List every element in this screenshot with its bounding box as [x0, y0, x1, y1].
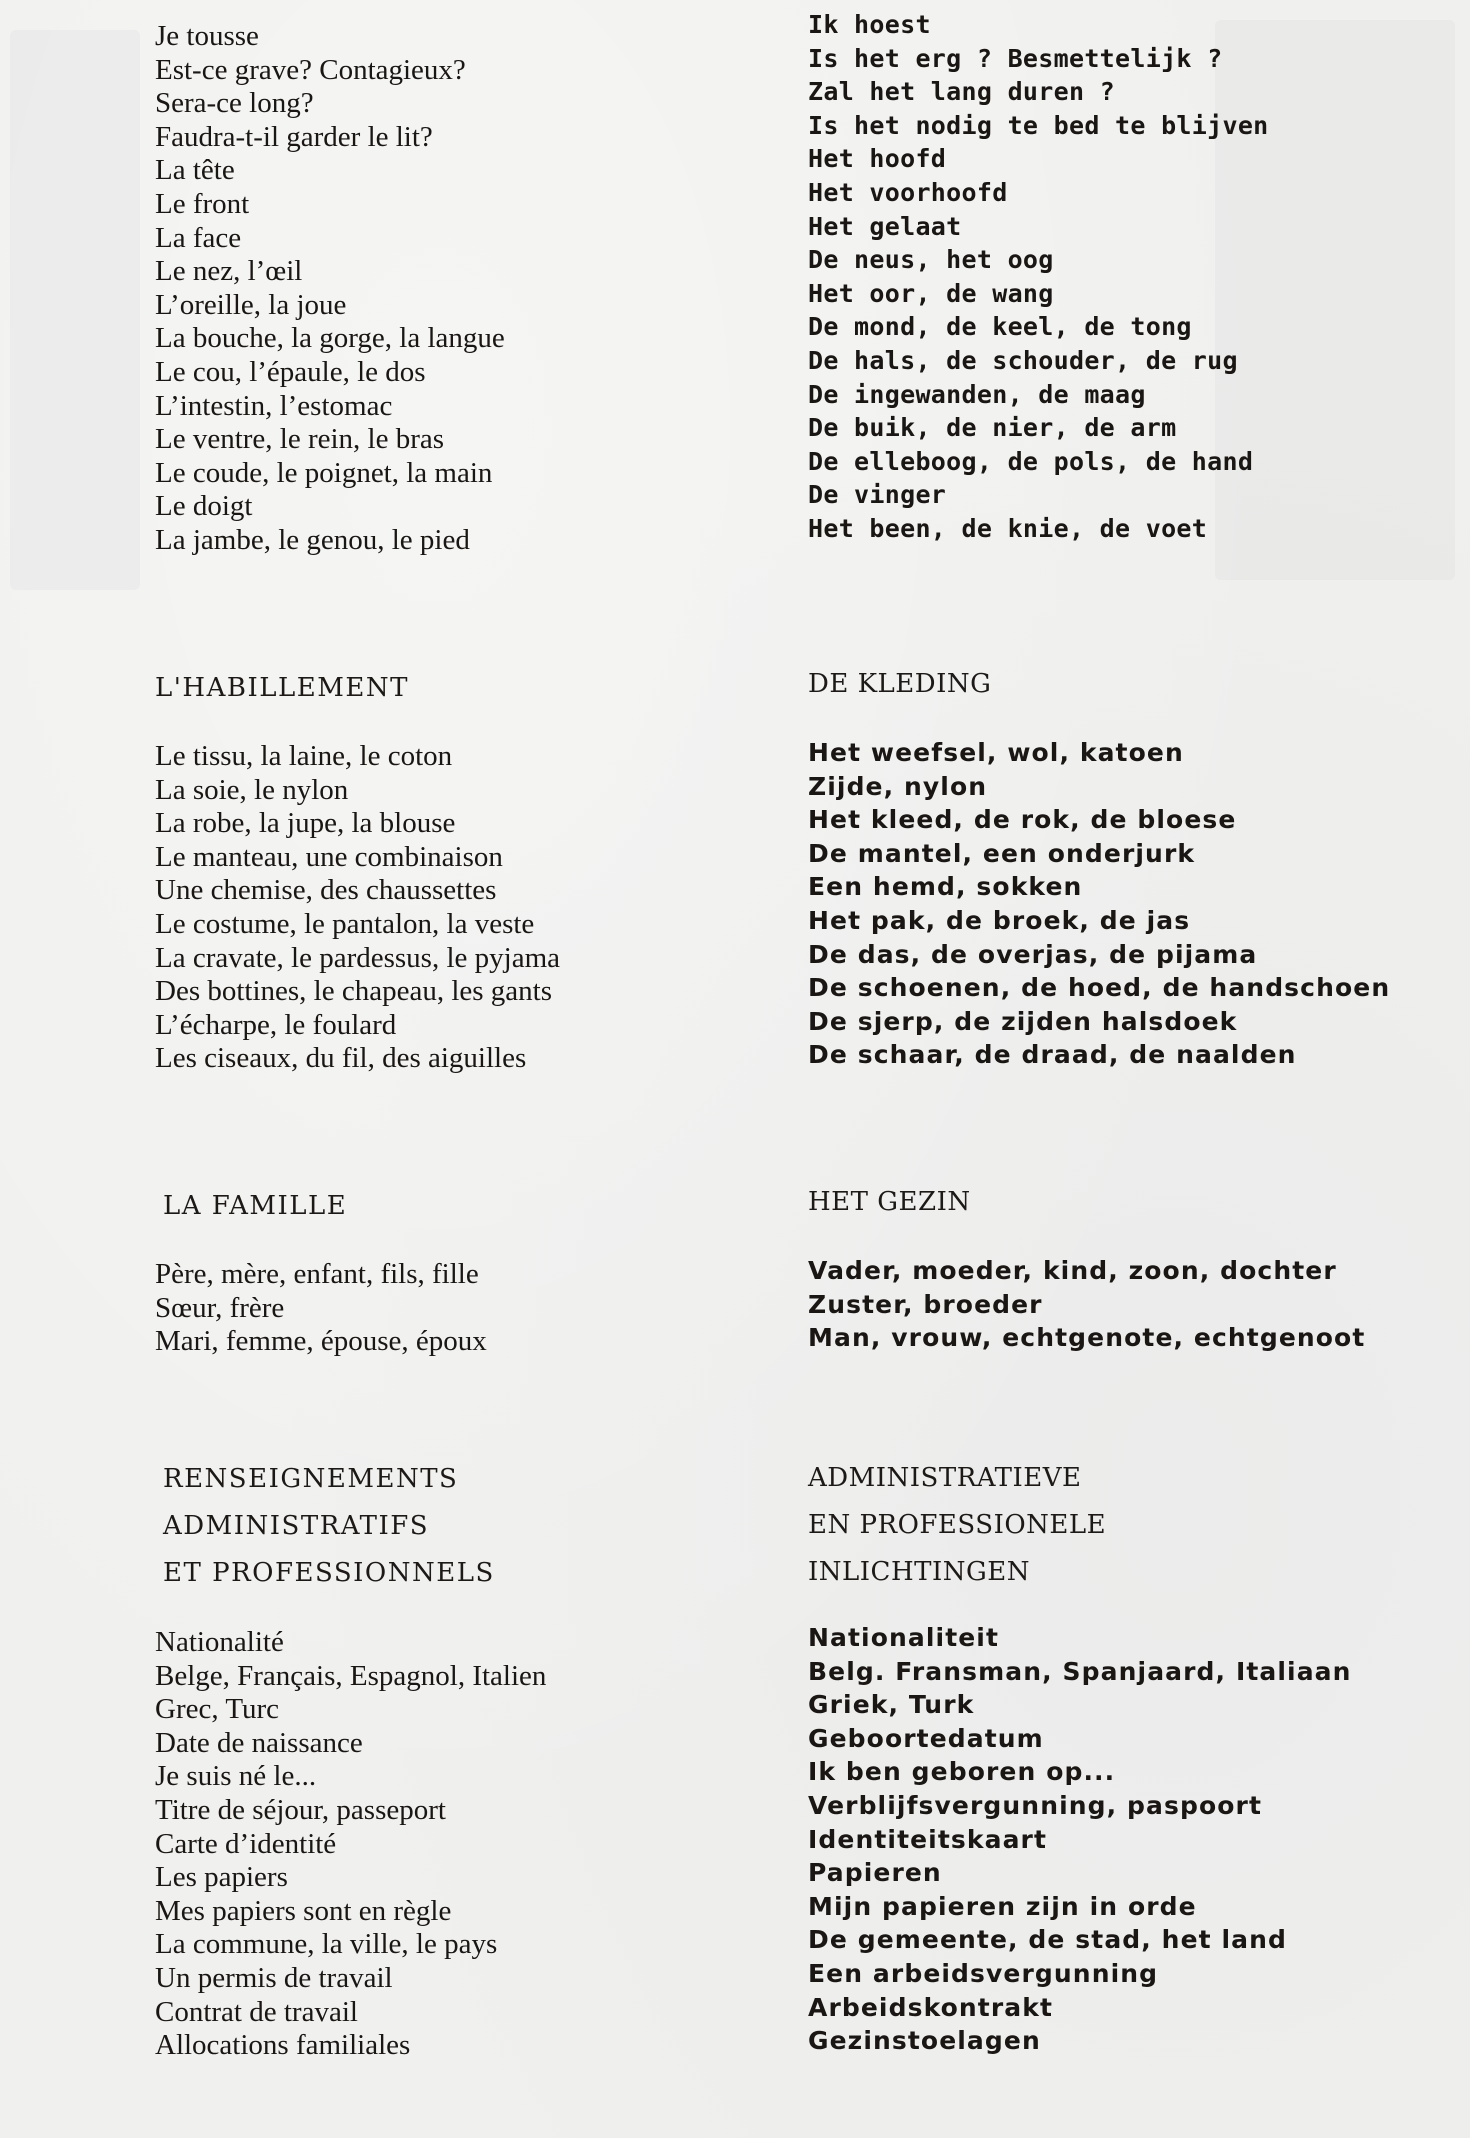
- nl-section-heading-line: DE KLEDING: [808, 669, 992, 699]
- nl-phrase-line: De ingewanden, de maag: [808, 379, 1146, 409]
- fr-phrase-line: Faudra-t-il garder le lit?: [155, 120, 433, 153]
- nl-phrase-line: Het oor, de wang: [808, 278, 1054, 308]
- fr-section-admin-heading: [163, 1456, 783, 1597]
- fr-section-clothing-lines: [155, 740, 775, 1076]
- fr-phrase-line: Le doigt: [155, 490, 253, 523]
- fr-phrase-line: Le coude, le poignet, la main: [155, 456, 493, 489]
- nl-phrase-line: Het pak, de broek, de jas: [808, 905, 1191, 935]
- fr-phrase-line: Le cou, l’épaule, le dos: [155, 355, 426, 388]
- fr-phrase-line: Le ventre, le rein, le bras: [155, 423, 445, 456]
- fr-phrase-line: La robe, la jupe, la blouse: [155, 807, 456, 840]
- nl-phrase-line: De gemeente, de stad, het land: [808, 1925, 1288, 1955]
- nl-section-family-lines: [808, 1254, 1458, 1355]
- nl-section-heading-line: HET GEZIN: [808, 1187, 971, 1217]
- fr-phrase-line: Titre de séjour, passeport: [155, 1793, 446, 1826]
- fr-section-family-heading: [163, 1183, 783, 1230]
- nl-phrase-line: De hals, de schouder, de rug: [808, 345, 1238, 375]
- nl-phrase-line: Zijde, nylon: [808, 771, 988, 801]
- fr-phrase-line: La face: [155, 221, 242, 254]
- fr-phrase-line: Contrat de travail: [155, 1995, 358, 2028]
- fr-phrase-line: Sœur, frère: [155, 1291, 285, 1324]
- fr-phrase-line: Je tousse: [155, 20, 259, 52]
- nl-phrase-line: Nationaliteit: [808, 1623, 1000, 1652]
- fr-phrase-line: Est-ce grave? Contagieux?: [155, 53, 466, 86]
- fr-phrase-line: L’oreille, la joue: [155, 288, 347, 321]
- nl-phrase-line: Het been, de knie, de voet: [808, 513, 1208, 543]
- fr-phrase-line: Date de naissance: [155, 1726, 363, 1759]
- nl-phrase-line: De sjerp, de zijden halsdoek: [808, 1006, 1238, 1036]
- nl-phrase-line: Is het erg ? Besmettelijk ?: [808, 43, 1223, 73]
- fr-section-admin-lines: [155, 1626, 775, 2063]
- nl-phrase-line: De schoenen, de hoed, de handschoen: [808, 973, 1391, 1003]
- nl-section-heading-line: EN PROFESSIONELE: [808, 1510, 1107, 1540]
- fr-phrase-line: L’écharpe, le foulard: [155, 1008, 397, 1041]
- nl-phrase-line: Het kleed, de rok, de bloese: [808, 805, 1237, 835]
- nl-phrase-line: Zal het lang duren ?: [808, 77, 1116, 107]
- nl-phrase-line: De neus, het oog: [808, 245, 1054, 275]
- fr-phrase-line: La bouche, la gorge, la langue: [155, 322, 505, 355]
- fr-section-heading-line: ADMINISTRATIFS: [163, 1511, 430, 1541]
- nl-phrase-line: Een arbeidsvergunning: [808, 1958, 1159, 1988]
- fr-phrase-line: Je suis né le...: [155, 1760, 317, 1793]
- nl-section-clothing-lines: [808, 736, 1458, 1072]
- nl-phrase-line: Geboortedatum: [808, 1723, 1044, 1753]
- nl-phrase-line: Arbeidskontrakt: [808, 1992, 1054, 2022]
- nl-phrase-line: De mantel, een onderjurk: [808, 838, 1196, 868]
- nl-section-clothing-heading: [808, 661, 1458, 708]
- fr-section-health-lines: [155, 20, 775, 558]
- nl-phrase-line: Verblijfsvergunning, paspoort: [808, 1790, 1263, 1820]
- fr-section-heading-line: L'HABILLEMENT: [155, 673, 409, 703]
- nl-section-health-lines: [808, 8, 1458, 546]
- nl-section-admin-lines: [808, 1621, 1458, 2058]
- fr-phrase-line: Le nez, l’œil: [155, 255, 303, 288]
- nl-phrase-line: Het gelaat: [808, 211, 962, 241]
- fr-phrase-line: Les ciseaux, du fil, des aiguilles: [155, 1042, 527, 1075]
- nl-phrase-line: Het voorhoofd: [808, 177, 1008, 207]
- fr-section-heading-line: ET PROFESSIONNELS: [163, 1558, 495, 1588]
- nl-phrase-line: Is het nodig te bed te blijven: [808, 110, 1269, 140]
- fr-phrase-line: Grec, Turc: [155, 1693, 280, 1726]
- fr-phrase-line: Belge, Français, Espagnol, Italien: [155, 1659, 547, 1692]
- nl-phrase-line: Het weefsel, wol, katoen: [808, 738, 1184, 767]
- nl-phrase-line: Papieren: [808, 1858, 942, 1888]
- fr-section-heading-line: RENSEIGNEMENTS: [163, 1464, 459, 1494]
- fr-section-family-lines: [155, 1258, 775, 1359]
- fr-phrase-line: Le tissu, la laine, le coton: [155, 740, 453, 772]
- nl-phrase-line: Vader, moeder, kind, zoon, dochter: [808, 1256, 1337, 1285]
- fr-phrase-line: Le front: [155, 187, 250, 220]
- nl-phrase-line: Ik hoest: [808, 10, 931, 39]
- nl-phrase-line: Gezinstoelagen: [808, 2026, 1041, 2056]
- nl-section-family-heading: [808, 1179, 1458, 1226]
- fr-phrase-line: Mari, femme, épouse, époux: [155, 1325, 487, 1358]
- fr-section-clothing-heading: [155, 665, 775, 712]
- nl-phrase-line: Zuster, broeder: [808, 1289, 1043, 1319]
- fr-phrase-line: La soie, le nylon: [155, 773, 349, 806]
- nl-phrase-line: De das, de overjas, de pijama: [808, 939, 1258, 969]
- fr-phrase-line: Les papiers: [155, 1861, 288, 1894]
- fr-phrase-line: Sera-ce long?: [155, 87, 314, 120]
- fr-phrase-line: Carte d’identité: [155, 1827, 337, 1860]
- nl-section-admin-heading: [808, 1455, 1458, 1596]
- fr-phrase-line: La commune, la ville, le pays: [155, 1928, 498, 1961]
- nl-phrase-line: De mond, de keel, de tong: [808, 312, 1192, 342]
- fr-section-heading-line: LA FAMILLE: [163, 1191, 348, 1221]
- fr-phrase-line: Nationalité: [155, 1626, 284, 1658]
- nl-phrase-line: De schaar, de draad, de naalden: [808, 1040, 1297, 1070]
- fr-phrase-line: Père, mère, enfant, fils, fille: [155, 1258, 479, 1290]
- fr-phrase-line: Allocations familiales: [155, 2029, 411, 2062]
- fr-phrase-line: Un permis de travail: [155, 1961, 393, 1994]
- fr-phrase-line: Des bottines, le chapeau, les gants: [155, 975, 553, 1008]
- nl-section-heading-line: ADMINISTRATIEVE: [808, 1463, 1082, 1493]
- nl-section-heading-line: INLICHTINGEN: [808, 1557, 1030, 1587]
- bleed-through-left: [10, 30, 140, 590]
- nl-phrase-line: Mijn papieren zijn in orde: [808, 1891, 1197, 1921]
- nl-phrase-line: Een hemd, sokken: [808, 872, 1083, 902]
- nl-phrase-line: Belg. Fransman, Spanjaard, Italiaan: [808, 1656, 1352, 1686]
- nl-phrase-line: Griek, Turk: [808, 1690, 975, 1720]
- fr-phrase-line: Mes papiers sont en règle: [155, 1894, 452, 1927]
- nl-phrase-line: De vinger: [808, 480, 947, 510]
- nl-phrase-line: Identiteitskaart: [808, 1824, 1048, 1854]
- nl-phrase-line: Ik ben geboren op...: [808, 1757, 1116, 1787]
- nl-phrase-line: Het hoofd: [808, 144, 947, 174]
- nl-phrase-line: De elleboog, de pols, de hand: [808, 446, 1254, 476]
- fr-phrase-line: La cravate, le pardessus, le pyjama: [155, 941, 561, 974]
- fr-phrase-line: Le costume, le pantalon, la veste: [155, 907, 535, 940]
- fr-phrase-line: Une chemise, des chaussettes: [155, 874, 497, 907]
- nl-phrase-line: Man, vrouw, echtgenote, echtgenoot: [808, 1323, 1366, 1353]
- fr-phrase-line: La tête: [155, 154, 235, 187]
- nl-phrase-line: De buik, de nier, de arm: [808, 413, 1177, 443]
- fr-phrase-line: Le manteau, une combinaison: [155, 840, 503, 873]
- fr-phrase-line: La jambe, le genou, le pied: [155, 523, 470, 556]
- fr-phrase-line: L’intestin, l’estomac: [155, 389, 393, 422]
